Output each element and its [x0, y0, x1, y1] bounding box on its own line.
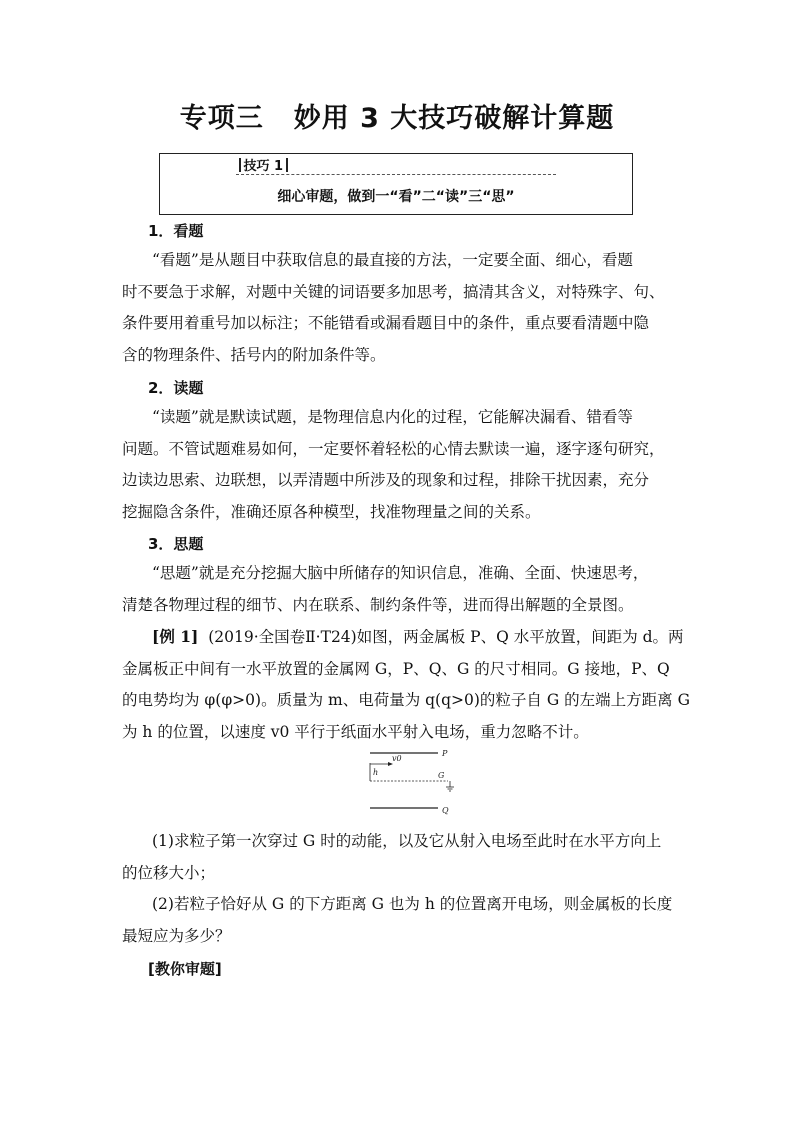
teach-heading: [教你审题] [148, 960, 222, 978]
text-line: 清楚各物理过程的细节、内在联系、制约条件等，进而得出解题的全景图。 [122, 595, 634, 614]
label-g: G [438, 771, 445, 780]
text-line: (1)求粒子第一次穿过 G 时的动能，以及它从射入电场至此时在水平方向上 [152, 832, 662, 850]
section-heading-1: 1．看题 [148, 222, 204, 240]
text-line: 金属板正中间有一水平放置的金属网 G，P、Q、G 的尺寸相同。G 接地，P、Q [122, 659, 670, 678]
page-title [0, 96, 794, 135]
section-paragraph-1 [122, 245, 678, 371]
text-line: “读题”就是默读试题，是物理信息内化的过程，它能解决漏看、错看等 [152, 408, 633, 426]
section-paragraph-2 [122, 402, 678, 528]
text-line: 含的物理条件、括号内的附加条件等。 [122, 345, 386, 364]
text-line: 边读边思索、边联想，以弄清题中所涉及的现象和过程，排除干扰因素，充分 [122, 471, 650, 489]
text-line: 的位移大小； [122, 863, 216, 882]
plates-diagram-svg [362, 747, 462, 817]
text-line: (2)若粒子恰好从 G 的下方距离 G 也为 h 的位置离开电场，则金属板的长度 [152, 895, 673, 913]
text-line: 条件要用着重号加以标注；不能错看或漏看题目中的条件，重点要看清题中隐 [122, 314, 650, 332]
text-line: [例 1] (2019·全国卷Ⅱ·T24)如图，两金属板 P、Q 水平放置，间距为 d。两 [152, 627, 684, 646]
text-line: 问题。不管试题难易如何，一定要怀着轻松的心情去默读一遍，逐字逐句研究， [122, 439, 665, 458]
label-v0: v0 [392, 754, 402, 763]
tip-box [159, 153, 633, 215]
tip-subtitle: 细心审题，做到一“看”二“读”三“思” [277, 189, 515, 205]
section-heading-2: 2．读题 [148, 379, 204, 397]
label-p: P [442, 749, 448, 758]
label-h: h [373, 768, 379, 777]
text-line: 时不要急于求解，对题中关键的词语要多加思考，搞清其含义，对特殊字、句、 [122, 282, 665, 301]
section-paragraph-3 [122, 558, 678, 621]
example-paragraph [122, 621, 690, 748]
tip-tag [236, 155, 291, 174]
text-line: “思题”就是充分挖掘大脑中所储存的知识信息，准确、全面、快速思考， [152, 564, 649, 582]
question-1 [122, 826, 678, 889]
tip-tag-label: 技巧 1 [243, 159, 284, 174]
question-2 [122, 889, 678, 952]
title-part-2: 妙用 3 大技巧破解计算题 [293, 103, 615, 134]
text-line: “看题”是从题目中获取信息的最直接的方法，一定要全面、细心，看题 [152, 251, 633, 269]
text-line: 为 h 的位置，以速度 v0 平行于纸面水平射入电场，重力忽略不计。 [122, 722, 589, 741]
label-q: Q [442, 806, 449, 815]
example-label: [例 1] [152, 627, 199, 646]
plates-diagram [362, 747, 462, 817]
title-part-1: 专项三 [179, 103, 264, 134]
tip-divider [236, 174, 556, 175]
text-line: 挖掘隐含条件，准确还原各种模型，找准物理量之间的关系。 [122, 502, 541, 521]
text-line: 最短应为多少？ [122, 926, 231, 945]
section-heading-3: 3．思题 [148, 535, 204, 553]
text-line: 的电势均为 φ(φ>0)。质量为 m、电荷量为 q(q>0)的粒子自 G 的左端上方距离 G [122, 691, 690, 709]
